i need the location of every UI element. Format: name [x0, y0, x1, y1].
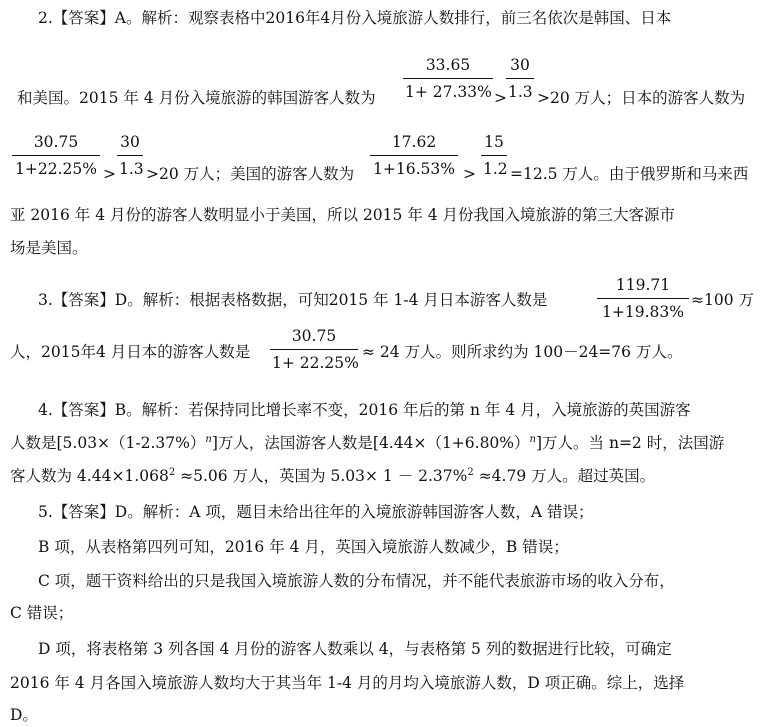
operator-greater: >: [463, 165, 476, 183]
exponent: 2: [168, 467, 176, 478]
fraction-numerator: 15: [481, 132, 507, 156]
fraction-denominator: 1+ 27.33%: [405, 83, 492, 101]
answer-5-line-7: D。: [10, 706, 38, 724]
answer-3-line-2-start: 人，2015年4 月日本的游客人数是: [10, 343, 251, 361]
operator-greater: >: [494, 89, 507, 107]
answer-3-line-2-end: ≈ 24 万人。则所求约为 100－24=76 万人。: [362, 343, 683, 361]
answer-4-line-1: 4.【答案】B。解析：若保持同比增长率不变，2016 年后的第 n 年 4 月，入境旅游的英国游客: [38, 401, 691, 419]
answer-4-line-3: [10, 466, 655, 486]
fraction-numerator: 30.75: [12, 132, 100, 156]
text-segment: 客人数为 4.44×1.068: [10, 467, 169, 485]
fraction-numerator: 30: [506, 55, 534, 79]
exponent: n: [529, 434, 536, 445]
answer-2-line-1: 2.【答案】A。解析：观察表格中2016年4月份入境旅游人数排行，前三名依次是韩国、日本: [38, 9, 672, 27]
fraction-japan-april: [270, 326, 358, 373]
text-segment: 人数是[5.03×（1-2.37%）: [10, 434, 206, 452]
answer-5-line-4: C 错误；: [10, 604, 74, 622]
answer-3-line-1-end: ≈100 万: [691, 291, 754, 309]
fraction-numerator: 30.75: [270, 326, 358, 350]
answer-5-line-1: 5.【答案】D。解析：A 项，题目未给出往年的入境旅游韩国游客人数，A 错误；: [38, 503, 594, 521]
text-segment: ≈5.06 万人，英国为 5.03× 1 － 2.37%: [180, 467, 468, 485]
answer-5-line-2: B 项，从表格第四列可知，2016 年 4 月，英国入境旅游人数减少，B 错误；: [38, 538, 569, 556]
exponent: n: [205, 434, 212, 445]
fraction-numerator: 33.65: [403, 55, 493, 79]
text-segment: ]万人。当 n=2 时，法国游: [535, 434, 725, 452]
answer-5-line-3: C 项，题干资料给出的只是我国入境旅游人数的分布情况，并不能代表旅游市场的收入分布，: [38, 572, 675, 590]
answer-2-line-2-end: >20 万人；日本的游客人数为: [537, 89, 746, 107]
answer-3-line-1-start: 3.【答案】D。解析：根据表格数据，可知2015 年 1-4 月日本游客人数是: [38, 291, 548, 309]
fraction-denominator: 1.3: [119, 160, 144, 178]
fraction-numerator: 119.71: [597, 275, 689, 299]
fraction-denominator: 1.2: [483, 160, 508, 178]
text-segment: ≈4.79 万人。超过英国。: [478, 467, 656, 485]
answer-2-line-4: 亚 2016 年 4 月份的游客人数明显小于美国，所以 2015 年 4 月份我国入境旅游的第三大客源市: [10, 206, 676, 224]
fraction-korea-2015: [403, 55, 493, 102]
fraction-estimate-korea: [506, 55, 534, 102]
fraction-estimate-japan: [117, 132, 143, 179]
answer-2-line-5: 场是美国。: [10, 239, 88, 257]
answer-2-line-3-start: >20 万人；美国的游客人数为: [146, 165, 355, 183]
fraction-estimate-usa: [481, 132, 507, 179]
answer-4-line-2: [10, 433, 724, 453]
answer-2-line-3-end: =12.5 万人。由于俄罗斯和马来西: [510, 165, 749, 183]
exponent: 2: [467, 467, 474, 478]
fraction-denominator: 1.3: [508, 83, 533, 101]
fraction-japan-jan-apr: [597, 275, 689, 322]
fraction-usa-2015: [370, 132, 458, 179]
answer-2-line-2-start: 和美国。2015 年 4 月份入境旅游的韩国游客人数为: [17, 89, 376, 107]
fraction-denominator: 1+16.53%: [373, 160, 455, 178]
fraction-denominator: 1+22.25%: [15, 160, 97, 178]
operator-greater: >: [103, 165, 116, 183]
text-segment: ]万人，法国游客人数是[4.44×（1+6.80%）: [211, 434, 530, 452]
answer-5-line-6: 2016 年 4 月各国入境旅游人数均大于其当年 1-4 月的月均入境旅游人数，D 项正确。综上，选择: [10, 674, 685, 692]
fraction-denominator: 1+ 22.25%: [272, 354, 359, 372]
fraction-numerator: 30: [117, 132, 143, 156]
fraction-japan-2015: [12, 132, 100, 179]
answer-5-line-5: D 项，将表格第 3 列各国 4 月份的游客人数乘以 4，与表格第 5 列的数据进行比较，可确定: [38, 640, 672, 658]
fraction-numerator: 17.62: [370, 132, 458, 156]
fraction-denominator: 1+19.83%: [602, 303, 684, 321]
